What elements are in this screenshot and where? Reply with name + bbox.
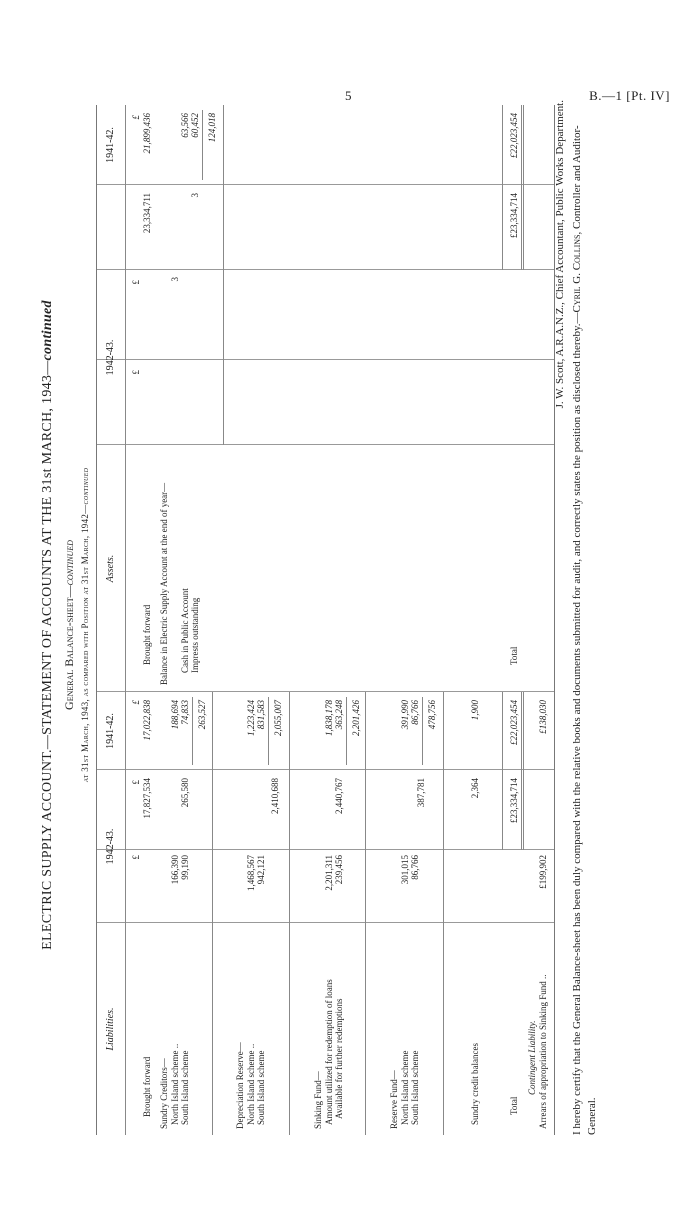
column-rule	[97, 691, 554, 692]
liabilities-total-value: £23,334,714	[509, 778, 519, 823]
subtotal-rule	[268, 697, 269, 765]
depreciation-total: 2,410,688	[270, 778, 280, 814]
auditor-name: Cyril G. Collins,	[571, 231, 583, 313]
sinking-fund-heading: Sinking Fund—	[313, 1071, 323, 1129]
subtotal-rule	[202, 110, 203, 180]
subtotal-rule	[192, 697, 193, 765]
assets-subtotal-1942: 124,018	[207, 113, 217, 143]
total-rule	[502, 105, 503, 270]
subtitle2-main: at 31st March, 1943, as compared with Position at 31st March, 1942—	[80, 504, 90, 783]
sundry-south-value: 99,190	[180, 855, 190, 880]
sinking-line2-1942: 363,248	[334, 700, 344, 730]
currency-mark: £	[131, 780, 141, 785]
assets-subtotal-value: 3	[190, 193, 200, 198]
cash-public-account-value: 3	[170, 277, 180, 282]
brought-forward-label: Brought forward	[142, 1056, 152, 1117]
liabilities-total-label: Total	[509, 1096, 519, 1115]
reserve-south-value: 86,766	[410, 855, 420, 880]
section-rule	[212, 692, 213, 1135]
depreciation-south-label: South Island scheme	[256, 1050, 266, 1125]
column-rule	[97, 922, 554, 923]
sinking-total: 2,440,767	[334, 778, 344, 814]
currency-mark: £	[131, 700, 141, 705]
imprests-label: Imprests outstanding	[190, 597, 200, 673]
reserve-north-1942: 391,990	[400, 700, 410, 730]
subtotal-rule	[346, 697, 347, 765]
assets-brought-forward-label: Brought forward	[142, 604, 152, 665]
reserve-south-1942: 86,766	[410, 700, 420, 725]
certificate-text: I hereby certify that the General Balance-sheet has been duly compared with the relative books and documents submitted for audit, and correctly states the position as disclosed thereby.—	[571, 312, 583, 1135]
depreciation-south-1942: 831,583	[256, 700, 266, 730]
header-rule	[125, 105, 126, 1135]
assets-total-label: Total	[509, 646, 519, 665]
balance-sheet-subtitle	[62, 80, 77, 1170]
liabilities-total-1942: £22,023,454	[509, 700, 519, 745]
sundry-south-1942: 74,833	[180, 700, 190, 725]
sundry-north-value: 166,390	[170, 855, 180, 885]
statement-title	[40, 80, 56, 1170]
sinking-line1-1942: 1,838,178	[324, 700, 334, 736]
sundry-total-1942: 263,527	[197, 700, 207, 730]
sundry-credit-value: 2,364	[470, 778, 480, 799]
total-rule	[502, 692, 503, 850]
subtitle-main: General Balance-sheet—	[62, 585, 76, 710]
subtitle-continued: continued	[62, 540, 76, 586]
assets-brought-forward-value: 23,334,711	[142, 193, 152, 234]
assets-1943-heading: 1942-43.	[105, 339, 116, 376]
column-rule	[97, 184, 554, 185]
currency-mark: £	[131, 115, 141, 120]
brought-forward-1942: 17,022,838	[142, 700, 152, 741]
column-rule	[97, 359, 554, 360]
cash-public-account-label: Cash in Public Account	[180, 588, 190, 673]
cash-public-account-1942: 63,566	[180, 113, 190, 138]
page-number: 5	[345, 88, 352, 103]
contingent-label: Arrears of appropriation to Sinking Fund ..	[538, 974, 548, 1129]
title-main: ELECTRIC SUPPLY ACCOUNT.—STATEMENT OF ACCOUNTS AT THE 31st MARCH, 1943—	[40, 360, 55, 950]
currency-mark: £	[131, 370, 141, 375]
sundry-north-label: North Island scheme ..	[170, 1043, 180, 1125]
contingent-value: £199,902	[538, 855, 548, 889]
contingent-heading: Contingent Liability.	[527, 1020, 537, 1095]
section-rule	[443, 692, 444, 1135]
sinking-line2-label: Available for further redemptions	[334, 998, 344, 1119]
sinking-total-1942: 2,201,426	[351, 700, 361, 736]
column-rule	[97, 269, 554, 270]
currency-mark: £	[131, 280, 141, 285]
sundry-creditors-heading: Sundry Creditors—	[159, 1058, 169, 1129]
assets-heading: Assets.	[105, 554, 116, 583]
assets-total-value: £23,334,714	[509, 193, 519, 238]
assets-brought-forward-1942: 21,899,436	[142, 113, 152, 154]
currency-mark: £	[131, 855, 141, 860]
assets-total-1942: £22,023,454	[509, 113, 519, 158]
liabilities-1943-heading: 1942-43.	[105, 828, 116, 865]
section-rule	[365, 692, 366, 1135]
depreciation-north-label: North Island scheme ..	[246, 1043, 256, 1125]
column-rule	[97, 769, 554, 770]
depreciation-north-1942: 1,223,424	[246, 700, 256, 736]
reserve-fund-heading: Reserve Fund—	[389, 1070, 399, 1129]
rotated-balance-sheet	[40, 80, 660, 1170]
total-double-rule	[521, 105, 524, 270]
reserve-south-label: South Island scheme	[410, 1050, 420, 1125]
sundry-south-label: South Island scheme	[180, 1050, 190, 1125]
sundry-north-1942: 188,694	[170, 700, 180, 730]
total-double-rule	[521, 692, 524, 850]
signature-line: J. W. Scott, A.R.A.N.Z., Chief Accountant, Public Works Department.	[554, 100, 566, 409]
sundry-credit-1942: 1,900	[470, 700, 480, 721]
reserve-north-value: 301,015	[400, 855, 410, 885]
subtitle2-continued: continued	[80, 467, 90, 505]
sinking-line1-value: 2,201,311	[324, 855, 334, 891]
depreciation-heading: Depreciation Reserve—	[235, 1042, 245, 1129]
comparison-subtitle	[80, 80, 90, 1170]
reserve-total: 387,781	[416, 778, 426, 808]
section-rule	[289, 692, 290, 1135]
sundry-total: 265,580	[180, 778, 190, 808]
title-continued: continued	[40, 300, 55, 361]
reserve-north-label: North Island scheme	[400, 1050, 410, 1125]
subtotal-rule	[422, 697, 423, 765]
depreciation-total-1942: 2,055,007	[273, 700, 283, 736]
depreciation-north-value: 1,468,567	[246, 855, 256, 891]
contingent-1942: £138,030	[538, 700, 548, 734]
column-rule	[97, 444, 554, 445]
audit-certificate	[570, 105, 600, 1135]
auditor-title: Controller and Auditor-General.	[571, 125, 598, 1135]
liabilities-1942-heading: 1941-42.	[105, 713, 116, 749]
document-reference: B.—1 [Pt. IV]	[589, 88, 670, 103]
depreciation-south-value: 942,121	[256, 855, 266, 885]
sundry-credit-label: Sundry credit balances	[470, 1043, 480, 1125]
reserve-total-1942: 478,756	[427, 700, 437, 730]
section-rule	[223, 105, 224, 445]
column-rule	[97, 849, 554, 850]
liabilities-heading: Liabilities.	[105, 1007, 116, 1051]
assets-1942-heading: 1941-42.	[105, 127, 116, 163]
imprests-1942: 60,452	[190, 113, 200, 138]
balance-sheet-table	[96, 105, 555, 1135]
balance-heading: Balance in Electric Supply Account at the end of year—	[159, 482, 169, 685]
sinking-line2-value: 239,456	[334, 855, 344, 885]
brought-forward-value: 17,827,534	[142, 778, 152, 819]
sinking-line1-label: Amount utilized for redemption of loans	[324, 979, 334, 1125]
